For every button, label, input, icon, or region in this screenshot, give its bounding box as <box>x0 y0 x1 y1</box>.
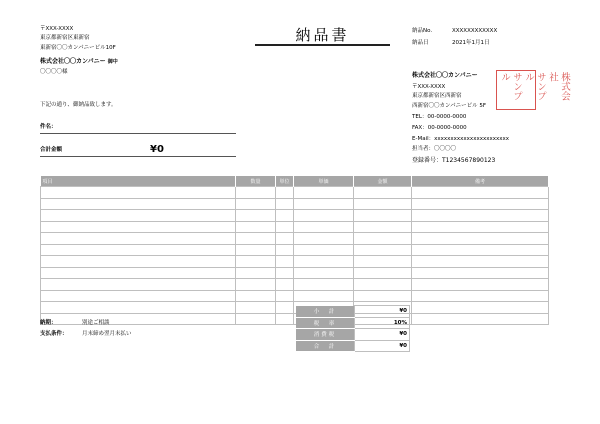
grand-total-value: ¥0 <box>355 340 410 352</box>
table-cell <box>354 279 412 291</box>
summary-row-tax-rate <box>296 317 410 329</box>
total-value: ¥0 <box>150 144 164 155</box>
table-row <box>41 267 549 279</box>
payment-term-value: 月末締め翌月末払い <box>82 331 132 337</box>
table-cell <box>276 221 294 233</box>
table-cell <box>294 290 354 302</box>
subject-underline <box>40 133 236 134</box>
table-row <box>41 279 549 291</box>
table-cell <box>412 279 549 291</box>
table-cell <box>412 187 549 199</box>
delivery-number-label: 納品No. <box>412 28 433 34</box>
sender-company: 株式会社〇〇カンパニー <box>412 72 478 79</box>
table-cell <box>412 302 549 314</box>
table-cell <box>236 302 276 314</box>
recipient-address1: 東京都新宿区東新宿 <box>40 35 90 41</box>
table-cell <box>294 187 354 199</box>
table-cell <box>294 279 354 291</box>
table-cell <box>412 244 549 256</box>
recipient-company-suffix: 御中 <box>107 59 118 65</box>
table-row <box>41 210 549 222</box>
table-cell <box>412 290 549 302</box>
table-cell <box>354 256 412 268</box>
sender-address2: 西新宿〇〇カンパニービル 5F <box>412 103 487 109</box>
delivery-term-label: 納期： <box>40 320 57 326</box>
table-cell <box>294 244 354 256</box>
table-cell <box>41 198 236 210</box>
table-cell <box>276 290 294 302</box>
delivery-date-value: 2021年1月1日 <box>452 40 490 46</box>
table-row <box>41 290 549 302</box>
table-cell <box>41 267 236 279</box>
table-cell <box>236 210 276 222</box>
table-cell <box>354 244 412 256</box>
table-cell <box>236 279 276 291</box>
table-cell <box>276 233 294 245</box>
header-amount: 金額 <box>354 176 412 187</box>
payment-term-label: 支払条件： <box>40 331 68 337</box>
sender-email: E-Mail：xxxxxxxxxxxxxxxxxxxxxxx <box>412 136 509 142</box>
total-label: 合計金額 <box>40 147 63 153</box>
recipient-postal: 〒XXX-XXXX <box>40 26 74 32</box>
table-cell <box>354 233 412 245</box>
header-item: 項目 <box>41 176 236 187</box>
tax-value: ¥0 <box>355 329 410 341</box>
tax-rate-label: 税 率 <box>296 317 355 329</box>
sender-address1: 東京都新宿区西新宿 <box>412 93 462 99</box>
table-cell <box>412 256 549 268</box>
table-cell <box>294 221 354 233</box>
table-cell <box>294 198 354 210</box>
table-cell <box>294 233 354 245</box>
subtotal-label: 小 計 <box>296 306 355 318</box>
table-cell <box>41 256 236 268</box>
table-cell <box>236 313 276 325</box>
sender-postal: 〒XXX-XXXX <box>412 84 446 90</box>
header-quantity: 数量 <box>236 176 276 187</box>
sender-tel: TEL：00-0000-0000 <box>412 114 467 120</box>
table-cell <box>276 187 294 199</box>
recipient-company-name: 株式会社〇〇カンパニー <box>40 58 106 65</box>
header-unit-price: 単価 <box>294 176 354 187</box>
table-cell <box>236 233 276 245</box>
table-cell <box>41 313 236 325</box>
table-cell <box>412 221 549 233</box>
table-cell <box>294 267 354 279</box>
table-cell <box>41 210 236 222</box>
sender-contact: 担当者：〇〇〇〇 <box>412 146 457 152</box>
recipient-company <box>40 58 118 66</box>
table-cell <box>236 198 276 210</box>
summary-row-total <box>296 340 410 352</box>
table-cell <box>236 267 276 279</box>
table-row <box>41 256 549 268</box>
stamp-column-3: サンプル <box>499 72 522 101</box>
table-cell <box>276 210 294 222</box>
table-cell <box>236 256 276 268</box>
table-cell <box>41 279 236 291</box>
tax-rate-value: 10% <box>355 317 410 329</box>
table-cell <box>412 233 549 245</box>
recipient-address2: 東新宿〇〇カンパニービル10F <box>40 45 116 51</box>
table-row <box>41 198 549 210</box>
total-underline <box>40 156 236 157</box>
table-cell <box>354 187 412 199</box>
table-cell <box>354 210 412 222</box>
table-cell <box>354 198 412 210</box>
delivery-number-value: XXXXXXXXXXXX <box>452 28 498 34</box>
sender-registration: 登録番号：T1234567890123 <box>412 157 496 164</box>
subject-label: 件名： <box>40 124 57 130</box>
grand-total-label: 合 計 <box>296 340 355 352</box>
delivery-term-value: 別途ご相談 <box>82 320 110 326</box>
table-cell <box>236 244 276 256</box>
table-row <box>41 313 549 325</box>
delivery-date-label: 納品日 <box>412 40 429 46</box>
table-cell <box>41 187 236 199</box>
table-cell <box>276 244 294 256</box>
table-cell <box>354 221 412 233</box>
table-cell <box>354 267 412 279</box>
summary-row-tax <box>296 329 410 341</box>
tax-label: 消費税 <box>296 329 355 341</box>
table-cell <box>412 210 549 222</box>
stamp-column-2: サンプル <box>523 72 546 101</box>
document-title: 納品書 <box>295 26 350 44</box>
table-cell <box>276 198 294 210</box>
table-row <box>41 302 549 314</box>
table-cell <box>236 290 276 302</box>
table-cell <box>276 267 294 279</box>
stamp-column-1: 株式会社 <box>547 72 570 101</box>
table-cell <box>294 256 354 268</box>
table-cell <box>41 244 236 256</box>
intro-text: 下記の通り、御納品致します。 <box>40 102 117 108</box>
table-row <box>41 233 549 245</box>
table-cell <box>236 221 276 233</box>
summary-row-subtotal <box>296 306 410 318</box>
items-table-body <box>41 187 549 325</box>
items-table-header <box>41 176 549 187</box>
subtotal-value: ¥0 <box>355 306 410 318</box>
table-cell <box>276 256 294 268</box>
header-remarks: 備考 <box>412 176 549 187</box>
title-underline <box>255 44 390 46</box>
table-cell <box>41 302 236 314</box>
table-cell <box>294 210 354 222</box>
table-row <box>41 244 549 256</box>
table-cell <box>276 313 294 325</box>
sender-fax: FAX：00-0000-0000 <box>412 125 467 131</box>
table-cell <box>276 279 294 291</box>
table-cell <box>354 290 412 302</box>
table-cell <box>41 233 236 245</box>
header-unit: 単位 <box>276 176 294 187</box>
table-row <box>41 221 549 233</box>
table-row <box>41 187 549 199</box>
table-cell <box>41 221 236 233</box>
table-cell <box>276 302 294 314</box>
table-cell <box>412 313 549 325</box>
table-cell <box>412 198 549 210</box>
company-seal-stamp <box>496 70 570 110</box>
table-cell <box>41 290 236 302</box>
items-table <box>40 176 549 325</box>
table-cell <box>412 267 549 279</box>
recipient-person: 〇〇〇〇様 <box>40 69 68 75</box>
table-cell <box>236 187 276 199</box>
summary-table <box>296 305 410 352</box>
